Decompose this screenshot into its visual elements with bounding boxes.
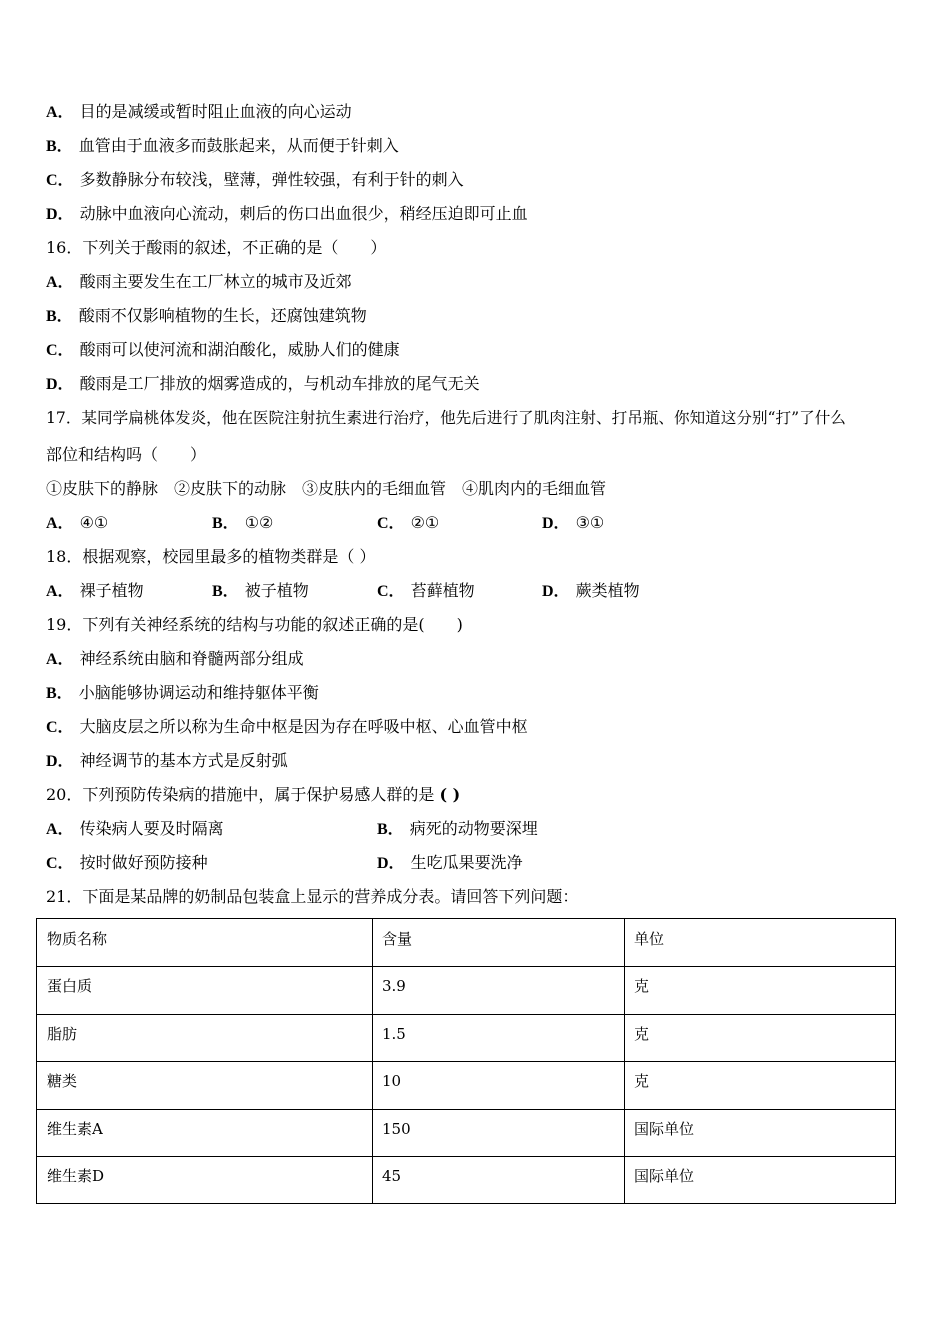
q15-option-b: B． 血管由于血液多而鼓胀起来，从而便于针刺入 <box>46 136 399 155</box>
q20-option-c: C． 按时做好预防接种 <box>46 853 208 872</box>
q20-option-b: B． 病死的动物要深埋 <box>377 819 538 838</box>
q20-option-a: A． 传染病人要及时隔离 <box>46 819 224 838</box>
table-cell-name: 脂肪 <box>47 1025 78 1043</box>
table-col-divider <box>372 919 373 1203</box>
table-row-divider <box>37 1156 895 1157</box>
q17-stem-line1: 17．某同学扁桃体发炎，他在医院注射抗生素进行治疗，他先后进行了肌肉注射、打吊瓶、你知道这分别“打”了什么 <box>46 409 846 427</box>
table-cell-amount: 45 <box>382 1167 402 1185</box>
table-row-divider <box>37 1061 895 1062</box>
nutrition-table <box>36 918 896 1204</box>
q16-stem: 16．下列关于酸雨的叙述，不正确的是（ ） <box>46 238 387 257</box>
table-cell-amount: 10 <box>382 1072 402 1090</box>
q17-option-d: D． ③① <box>542 513 605 532</box>
q15-option-a: A． 目的是减缓或暂时阻止血液的向心运动 <box>46 102 352 121</box>
q17-stem-line2: 部位和结构吗（ ） <box>46 445 207 464</box>
q17-items: ①皮肤下的静脉 ②皮肤下的动脉 ③皮肤内的毛细血管 ④肌肉内的毛细血管 <box>46 479 607 498</box>
q19-stem: 19．下列有关神经系统的结构与功能的叙述正确的是( ) <box>46 615 463 634</box>
q19-option-a: A． 神经系统由脑和脊髓两部分组成 <box>46 649 304 668</box>
table-header-unit: 单位 <box>634 930 665 948</box>
table-cell-amount: 3.9 <box>382 977 406 995</box>
q15-option-d: D． 动脉中血液向心流动，刺后的伤口出血很少，稍经压迫即可止血 <box>46 204 528 223</box>
table-cell-amount: 1.5 <box>382 1025 406 1043</box>
table-header-name: 物质名称 <box>47 930 108 948</box>
q18-stem: 18．根据观察，校园里最多的植物类群是（ ） <box>46 547 376 566</box>
q17-option-b: B． ①② <box>212 513 274 532</box>
q18-option-c: C． 苔藓植物 <box>377 581 475 600</box>
q21-stem: 21．下面是某品牌的奶制品包装盒上显示的营养成分表。请回答下列问题： <box>46 887 579 906</box>
q18-option-b: B． 被子植物 <box>212 581 309 600</box>
table-cell-unit: 克 <box>634 1025 650 1043</box>
q18-option-d: D． 蕨类植物 <box>542 581 640 600</box>
table-cell-unit: 克 <box>634 1072 650 1090</box>
table-cell-unit: 克 <box>634 977 650 995</box>
table-cell-name: 维生素A <box>47 1120 103 1138</box>
q16-option-a: A． 酸雨主要发生在工厂林立的城市及近郊 <box>46 272 352 291</box>
q17-option-c: C． ②① <box>377 513 440 532</box>
table-cell-name: 维生素D <box>47 1167 105 1185</box>
table-row-divider <box>37 1109 895 1110</box>
q17-option-a: A． ④① <box>46 513 109 532</box>
table-cell-unit: 国际单位 <box>634 1167 695 1185</box>
q19-option-b: B． 小脑能够协调运动和维持躯体平衡 <box>46 683 319 702</box>
q16-option-b: B． 酸雨不仅影响植物的生长，还腐蚀建筑物 <box>46 306 367 325</box>
table-cell-name: 糖类 <box>47 1072 78 1090</box>
table-cell-unit: 国际单位 <box>634 1120 695 1138</box>
table-header-amount: 含量 <box>382 930 413 948</box>
q20-option-d: D． 生吃瓜果要洗净 <box>377 853 523 872</box>
q19-option-d: D． 神经调节的基本方式是反射弧 <box>46 751 288 770</box>
q15-option-c: C． 多数静脉分布较浅，壁薄，弹性较强，有利于针的刺入 <box>46 170 464 189</box>
q20-stem: 20．下列预防传染病的措施中，属于保护易感人群的是 ( ) <box>46 785 461 804</box>
table-cell-amount: 150 <box>382 1120 411 1138</box>
table-cell-name: 蛋白质 <box>47 977 93 995</box>
q19-option-c: C． 大脑皮层之所以称为生命中枢是因为存在呼吸中枢、心血管中枢 <box>46 717 528 736</box>
table-row-divider <box>37 1014 895 1015</box>
q16-option-d: D． 酸雨是工厂排放的烟雾造成的，与机动车排放的尾气无关 <box>46 374 480 393</box>
table-col-divider <box>624 919 625 1203</box>
table-row-divider <box>37 966 895 967</box>
q16-option-c: C． 酸雨可以使河流和湖泊酸化，威胁人们的健康 <box>46 340 400 359</box>
q18-option-a: A． 裸子植物 <box>46 581 144 600</box>
